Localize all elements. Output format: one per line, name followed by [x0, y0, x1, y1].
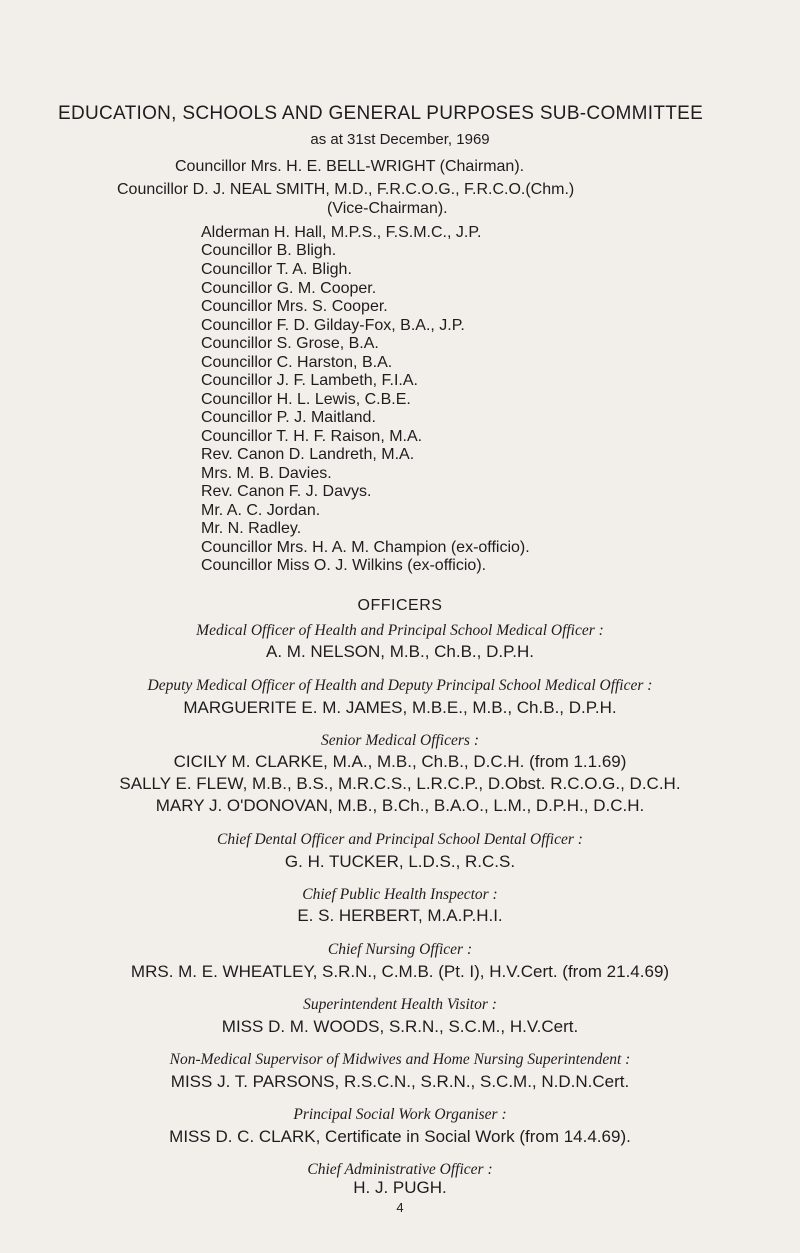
officer-name: MISS D. C. CLARK, Certificate in Social Work (from 14.4.69). [169, 1127, 631, 1146]
member-line: Councillor T. A. Bligh. [201, 261, 352, 278]
member-line: Councillor B. Bligh. [201, 242, 337, 259]
member-line: Councillor D. J. NEAL SMITH, M.D., F.R.C.O.G., F.R.C.O.(Chm.) [117, 181, 575, 198]
officer-role: Non-Medical Supervisor of Midwives and Home Nursing Superintendent : [169, 1051, 631, 1068]
member-line: (Vice-Chairman). [327, 200, 448, 217]
officer-name: G. H. TUCKER, L.D.S., R.C.S. [284, 852, 516, 871]
officer-role: Superintendent Health Visitor : [303, 996, 497, 1013]
officer-name: MRS. M. E. WHEATLEY, S.R.N., C.M.B. (Pt. I), H.V.Cert. (from 21.4.69) [130, 962, 670, 981]
member-line: Mr. N. Radley. [201, 520, 302, 537]
member-line: Councillor C. Harston, B.A. [201, 354, 393, 371]
officer-role: Principal Social Work Organiser : [293, 1106, 507, 1123]
officer-name: MARGUERITE E. M. JAMES, M.B.E., M.B., Ch.B., D.P.H. [183, 698, 617, 717]
member-line: Councillor Mrs. H. E. BELL-WRIGHT (Chairman). [175, 158, 525, 175]
member-line: Councillor S. Grose, B.A. [201, 335, 379, 352]
member-line: Mr. A. C. Jordan. [201, 502, 321, 519]
page-title: EDUCATION, SCHOOLS AND GENERAL PURPOSES SUB-COMMITTEE [58, 103, 704, 124]
officers-heading: OFFICERS [357, 597, 443, 614]
member-line: Councillor J. F. Lambeth, F.I.A. [201, 372, 418, 389]
officer-role: Deputy Medical Officer of Health and Deputy Principal School Medical Officer : [147, 677, 653, 694]
member-line: Mrs. M. B. Davies. [201, 465, 332, 482]
officer-role: Medical Officer of Health and Principal School Medical Officer : [196, 622, 604, 639]
officer-role: Chief Administrative Officer : [307, 1161, 493, 1178]
officer-name: H. J. PUGH. [353, 1178, 447, 1197]
member-line: Councillor T. H. F. Raison, M.A. [201, 428, 423, 445]
officer-role: Chief Nursing Officer : [327, 941, 473, 958]
officer-name: E. S. HERBERT, M.A.P.H.I. [297, 906, 503, 925]
member-line: Councillor H. L. Lewis, C.B.E. [201, 391, 411, 408]
member-line: Councillor Miss O. J. Wilkins (ex-officio). [201, 557, 487, 574]
member-line: Councillor G. M. Cooper. [201, 280, 377, 297]
member-line: Councillor F. D. Gilday-Fox, B.A., J.P. [201, 317, 465, 334]
page-subtitle: as at 31st December, 1969 [310, 131, 490, 148]
member-line: Councillor P. J. Maitland. [201, 409, 376, 426]
officer-role: Chief Dental Officer and Principal School Dental Officer : [217, 831, 583, 848]
member-line: Rev. Canon D. Landreth, M.A. [201, 446, 415, 463]
officer-role: Senior Medical Officers : [321, 732, 479, 749]
officer-name: A. M. NELSON, M.B., Ch.B., D.P.H. [266, 642, 534, 661]
member-line: Councillor Mrs. H. A. M. Champion (ex-officio). [201, 539, 530, 556]
member-line: Councillor Mrs. S. Cooper. [201, 298, 388, 315]
page-number: 4 [396, 1200, 404, 1215]
officer-name: CICILY M. CLARKE, M.A., M.B., Ch.B., D.C.H. (from 1.1.69) [173, 752, 627, 771]
officer-role: Chief Public Health Inspector : [302, 886, 498, 903]
officer-name: SALLY E. FLEW, M.B., B.S., M.R.C.S., L.R.C.P., D.Obst. R.C.O.G., D.C.H. [119, 774, 681, 793]
member-line: Alderman H. Hall, M.P.S., F.S.M.C., J.P. [201, 224, 482, 241]
member-line: Rev. Canon F. J. Davys. [201, 483, 372, 500]
officer-name: MISS J. T. PARSONS, R.S.C.N., S.R.N., S.C.M., N.D.N.Cert. [170, 1072, 630, 1091]
officer-name: MISS D. M. WOODS, S.R.N., S.C.M., H.V.Cert. [221, 1017, 579, 1036]
officer-name: MARY J. O'DONOVAN, M.B., B.Ch., B.A.O., L.M., D.P.H., D.C.H. [155, 796, 645, 815]
